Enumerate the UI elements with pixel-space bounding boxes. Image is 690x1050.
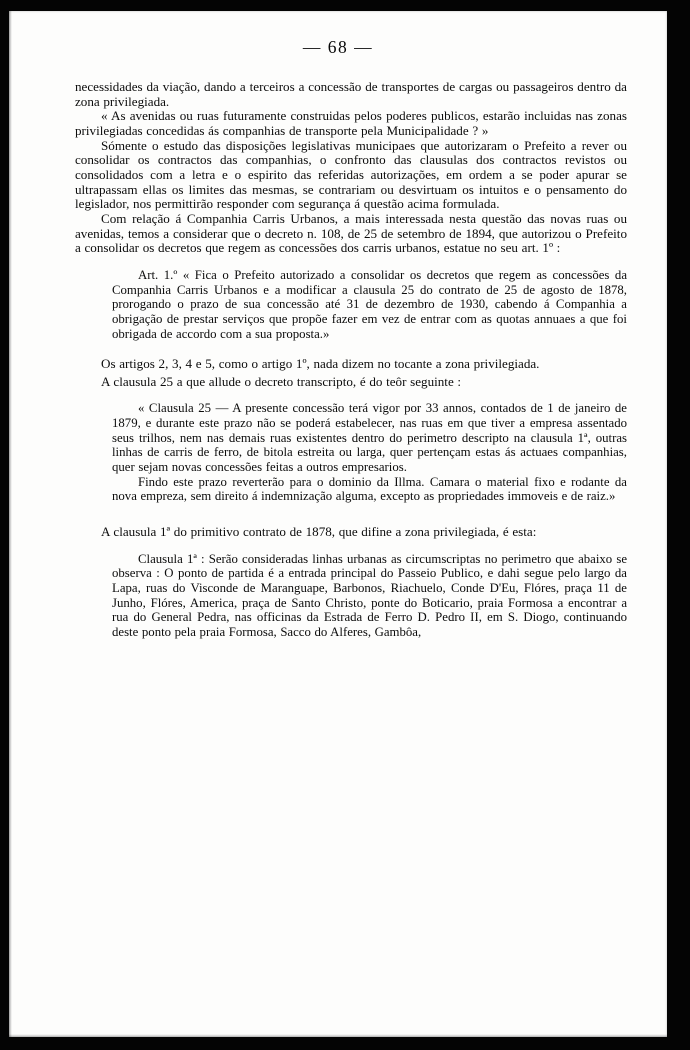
quote-artigo-1: Art. 1.º « Fica o Prefeito autorizado a consolidar os decretos que regem as concessões da Companhia Carris Urbanos e a modificar a clausula 25 do contrato de 25 de agosto de 1878, prorogando o prazo de sua concessão até 31 de dezembro de 1930, cabendo á Companhia a obrigação de prestar serviços que propõe fazer em vez de entrar com as quotas annuaes a que foi obrigada de accordo com a sua proposta.» <box>112 267 627 341</box>
paragraph-spacer <box>75 389 627 401</box>
quote-clausula-25: « Clausula 25 — A presente concessão terá vigor por 33 annos, contados de 1 de janeiro de 1879, e durante este prazo não se poderá estabelecer, nas ruas em que tiver a empresa assentado seus trilhos, nem nas demais ruas existentes dentro do perimetro descripto na clausula 1ª, outras linhas de carris de ferro, de bitola estreita ou larga, quer pertençam estas ás actuaes companhias, quer sejam novas concessões feitas a outros empresarios. <box>112 401 627 475</box>
paragraph-necessidades: necessidades da viação, dando a terceiros a concessão de transportes de cargas ou passageiros dentro da zona privilegiada. <box>75 79 627 109</box>
scanned-page <box>9 11 667 1037</box>
paragraph-spacer <box>75 341 627 357</box>
paragraph-os-artigos: Os artigos 2, 3, 4 e 5, como o artigo 1º, nada dizem no tocante a zona privilegiada. <box>101 356 540 372</box>
paragraph-com-relacao-carris-urbanos: Com relação á Companhia Carris Urbanos, a mais interessada nesta questão das novas ruas ou avenidas, temos a considerar que o decreto n. 108, de 25 de setembro de 1894, que autorizou o Prefeito a consolidar os decretos que regem as concessões dos carris urbanos, estatue no seu art. 1º : <box>75 210 627 256</box>
paragraph-spacer <box>75 540 627 552</box>
text-column <box>75 80 627 640</box>
quote-clausula-1-perimetro: Clausula 1ª : Serão consideradas linhas urbanas as circumscriptas no perimetro que abaixo se observa : O ponto de partida é a entrada principal do Passeio Publico, e dahi segue pelo largo da Lapa, ruas do Visconde de Maranguape, Barbonos, Riachuelo, Conde D'Eu, Flóres, praça 11 de Junho, Flóres, America, praça de Santo Christo, ponte do Boticario, praia Formosa a encontrar a rua do General Pedra, nas officinas da Estrada de Ferro D. Pedro II, em S. Diogo, continuando deste ponto pela praia Formosa, Sacco do Alferes, Gambôa, <box>112 551 627 639</box>
quote-findo-este-prazo: Findo este prazo reverterão para o dominio da Illma. Camara o material fixo e rodante da nova empreza, sem direito á indemnização alguma, excepto as propriedades immoveis e de raiz.» <box>112 474 627 504</box>
paragraph-spacer <box>75 504 627 525</box>
paragraph-avenidas-question: « As avenidas ou ruas futuramente construidas pelos poderes publicos, estarão incluidas nas zonas privilegiadas concedidas ás companhias de transporte pela Municipalidade ? » <box>75 108 627 138</box>
paragraph-a-clausula-25: A clausula 25 a que allude o decreto transcripto, é do teôr seguinte : <box>101 373 462 389</box>
paragraph-somente-estudo: Sómente o estudo das disposições legislativas municipaes que autorizaram o Prefeito a rever ou consolidar os contractos das companhias, o confronto das clausulas dos contractos revistos ou consolidados com a letra e o espirito das referidas autorizações, em ordem a se poder apurar se ultrapassam ellas os limites das mesmas, se contrariam ou desvirtuam os intuitos e o pensamento do legislador, nos permittirão responder com segurança á questão acima formulada. <box>75 137 627 212</box>
page-number: — 68 — <box>302 37 374 57</box>
page-content <box>9 11 667 1037</box>
paragraph-spacer <box>75 256 627 268</box>
paragraph-a-clausula-1: A clausula 1ª do primitivo contrato de 1878, que difine a zona privilegiada, é esta: <box>101 524 537 540</box>
